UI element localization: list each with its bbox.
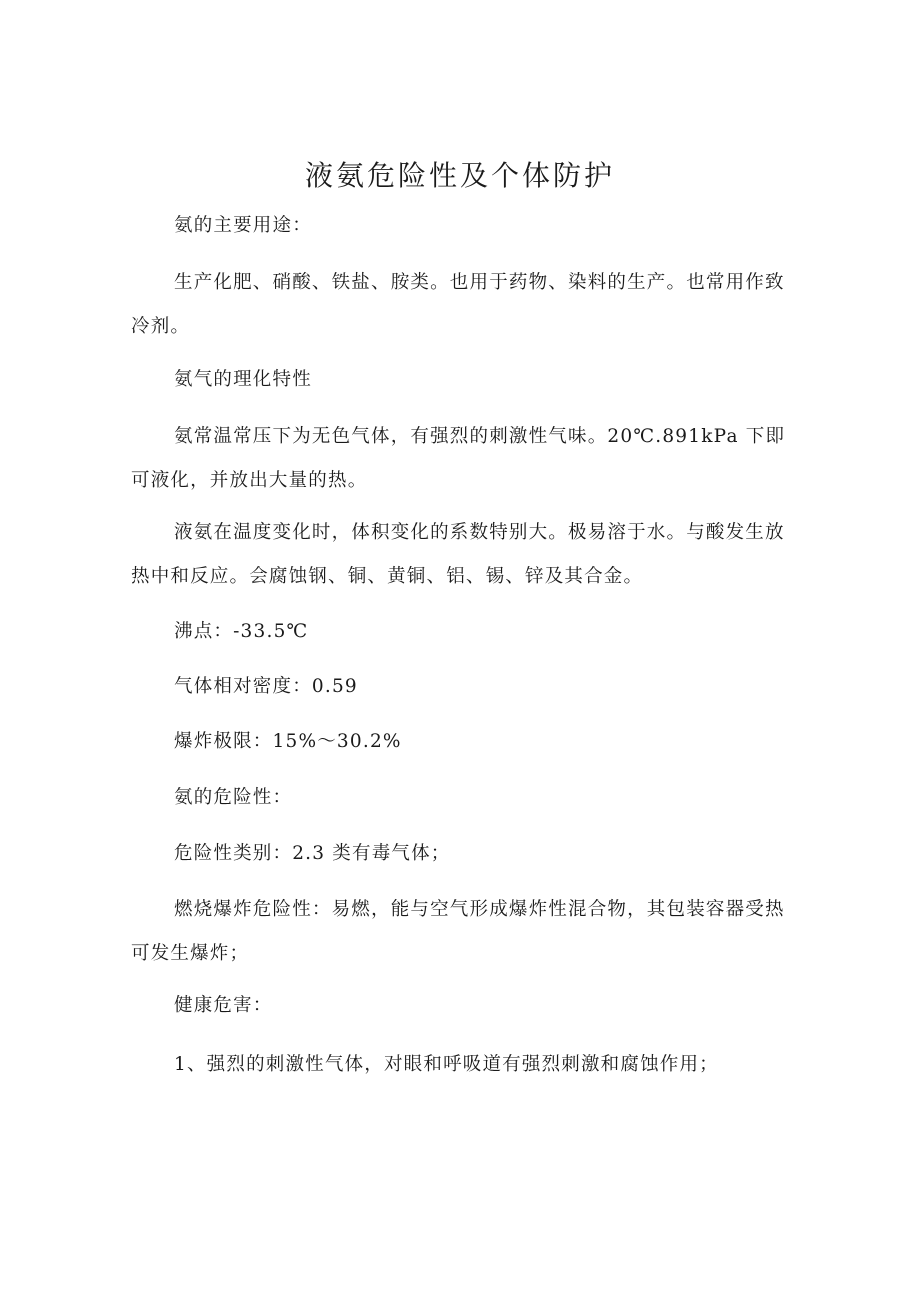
paragraph-health-hazard-1: 1、强烈的刺激性气体，对眼和呼吸道有强烈刺激和腐蚀作用； <box>174 1054 719 1075</box>
paragraph-hazard-class: 危险性类别：2.3 类有毒气体； <box>174 843 451 864</box>
paragraph-boiling-point: 沸点：-33.5℃ <box>174 621 309 642</box>
paragraph-ammonia-uses-heading: 氨的主要用途： <box>174 215 312 236</box>
paragraph-health-hazards-heading: 健康危害： <box>174 995 273 1016</box>
paragraph-fire-explosion-hazard: 燃烧爆炸危险性：易燃，能与空气形成爆炸性混合物，其包装容器受热可发生爆炸； <box>131 899 785 964</box>
paragraph-properties-heading: 氨气的理化特性 <box>174 369 312 390</box>
paragraph-ammonia-uses: 生产化肥、硝酸、铁盐、胺类。也用于药物、染料的生产。也常用作致冷剂。 <box>131 272 785 337</box>
paragraph-explosion-limits: 爆炸极限：15%～30.2% <box>174 731 402 752</box>
paragraph-hazards-heading: 氨的危险性： <box>174 787 293 808</box>
paragraph-properties-liquid: 液氨在温度变化时，体积变化的系数特别大。极易溶于水。与酸发生放热中和反应。会腐蚀钢、铜、黄铜、铝、锡、锌及其合金。 <box>131 522 785 587</box>
paragraph-properties-gas: 氨常温常压下为无色气体，有强烈的刺激性气味。20℃.891kPa 下即可液化，并放出大量的热。 <box>131 426 786 491</box>
document-title: 液氨危险性及个体防护 <box>304 159 615 192</box>
paragraph-relative-density: 气体相对密度：0.59 <box>174 676 358 697</box>
